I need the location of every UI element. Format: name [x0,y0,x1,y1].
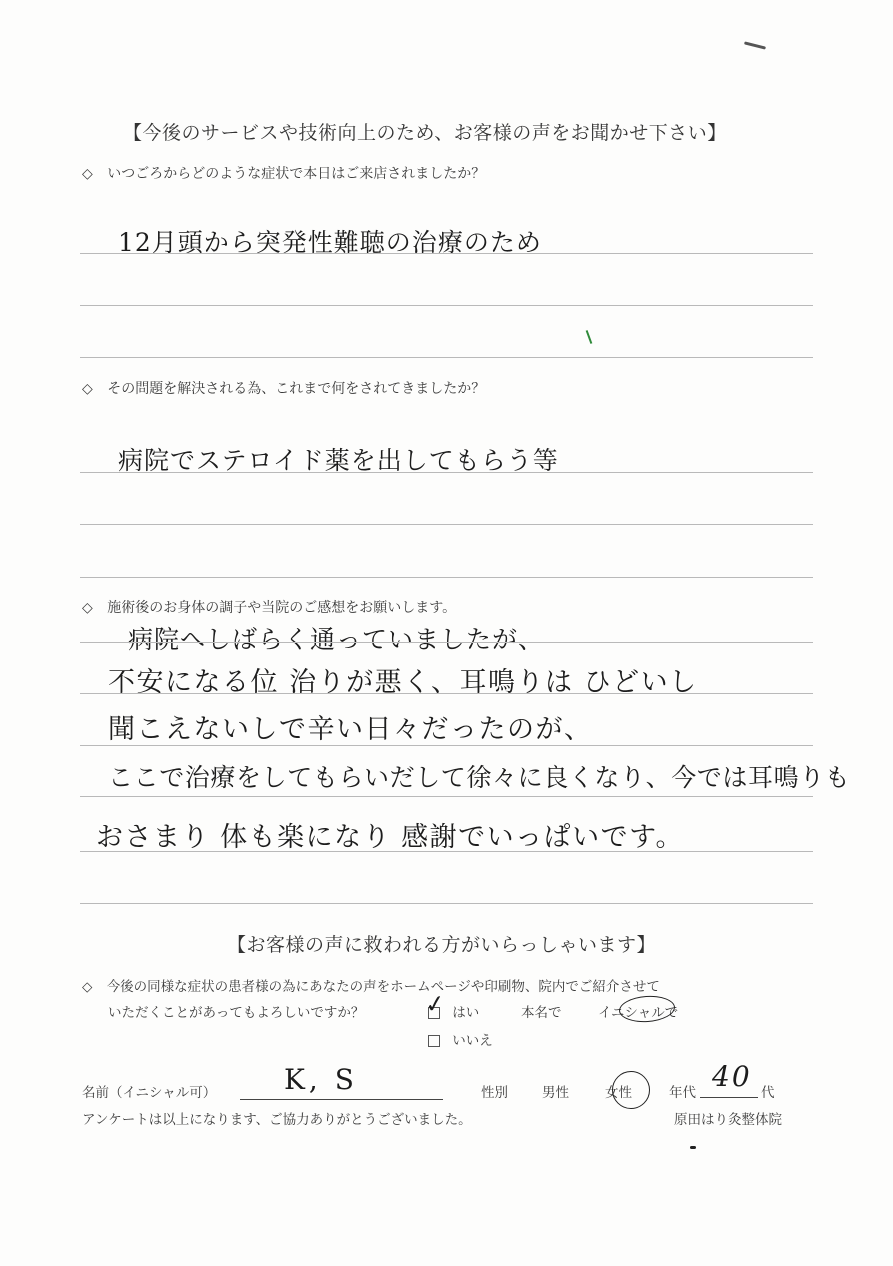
scan-mark [690,1146,696,1149]
consent-question-line-1 [82,975,660,995]
name-value[interactable]: K, S [284,1063,358,1096]
answer-line [80,472,813,473]
answer-line [80,903,813,904]
diamond-icon: ◇ [82,600,93,616]
age-suffix: 代 [761,1085,775,1101]
answer-3-line-2: 不安になる位 治りが悪く、耳鳴りは ひどいし [108,667,698,698]
answer-line [80,577,813,578]
name-underline [240,1099,443,1100]
question-3 [82,597,456,617]
clinic-name: 原田はり灸整体院 [674,1112,782,1128]
answer-line [80,745,813,746]
no-label: いいえ [452,1033,493,1049]
diamond-icon: ◇ [82,166,93,182]
answer-line [80,357,813,358]
consent-question-text-1: 今後の同様な症状の患者様の為にあなたの声をホームページや印刷物、院内でご紹介させて [106,979,660,995]
age-label: 年代 [669,1085,696,1101]
answer-2: 病院でステロイド薬を出してもらう等 [118,446,559,475]
answer-line [80,796,813,797]
question-1 [82,163,485,183]
selection-circle [612,1071,650,1109]
scan-mark [586,330,593,344]
real-name-option[interactable]: 本名で [521,1005,562,1021]
diamond-icon: ◇ [82,381,93,397]
answer-3-line-5: おさまり 体も楽になり 感謝でいっぱいです。 [96,822,685,853]
name-label: 名前（イニシャル可） [82,1085,217,1101]
age-underline [700,1097,758,1098]
initials-option[interactable]: イニシャルで [598,1005,679,1021]
gender-female-option[interactable]: 女性 [605,1085,632,1101]
gender-male-option[interactable]: 男性 [542,1085,569,1101]
age-value[interactable]: 40 [712,1060,752,1093]
consent-title: 【お客様の声に救われる方がいらっしゃいます】 [227,934,657,956]
answer-3-line-4: ここで治療をしてもらいだして徐々に良くなり、今では耳鳴りも [108,763,851,792]
question-1-text: いつごろからどのような症状で本日はご来店されましたか？ [107,166,486,182]
no-option[interactable] [428,1029,493,1049]
answer-3-line-3: 聞こえないしで辛い日々だったのが、 [108,714,593,745]
gender-label: 性別 [481,1085,508,1101]
diamond-icon: ◇ [82,979,93,995]
answer-line [80,642,813,643]
survey-title: 【今後のサービスや技術向上のため、お客様の声をお聞かせ下さい】 [123,122,727,144]
question-2-text: その問題を解決される為、これまで何をされてきましたか？ [107,381,486,397]
consent-question-line-2: いただくことがあってもよろしいですか？ [108,1005,365,1021]
answer-line [80,253,813,254]
answer-line [80,524,813,525]
scan-mark [744,41,766,49]
answer-line [80,693,813,694]
answer-3-line-1: 病院へしばらく通っていましたが、 [128,625,545,654]
answer-1: 12月頭から突発性難聴の治療のため [118,228,542,257]
question-2 [82,378,485,398]
checkmark-icon: ✓ [423,988,447,1020]
yes-label: はい [452,1005,480,1021]
question-3-text: 施術後のお身体の調子や当院のご感想をお願いします。 [107,600,457,616]
checkbox-icon[interactable] [428,1035,440,1047]
answer-line [80,851,813,852]
closing-text: アンケートは以上になります、ご協力ありがとうございました。 [82,1112,472,1128]
answer-line [80,305,813,306]
